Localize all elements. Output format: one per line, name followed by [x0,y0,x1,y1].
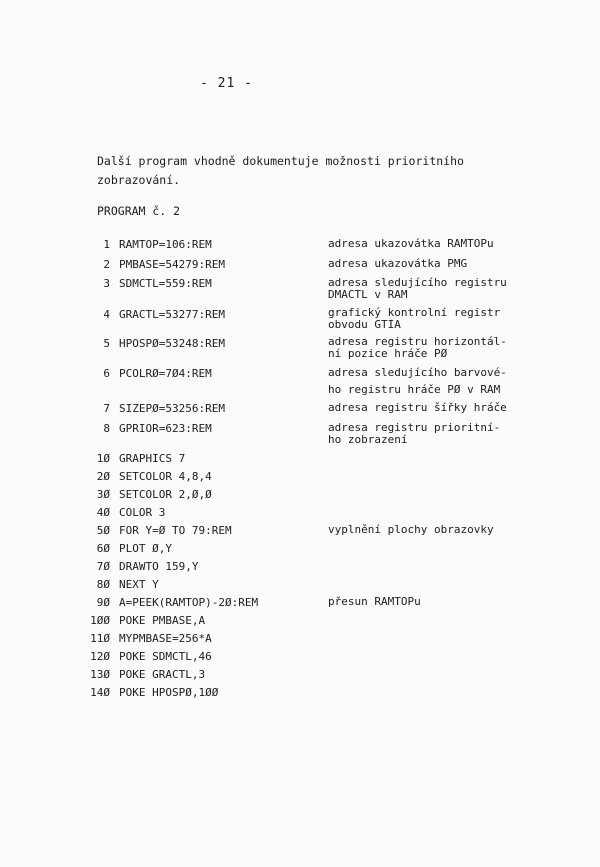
line-comment [328,384,500,396]
line-number: 6 [103,367,110,380]
line-code: POKE SDMCTL,46 [119,650,212,663]
line-code: FOR Y=Ø TO 79:REM [119,524,232,537]
comment-text: adresa ukazovátka RAMTOPu [328,237,494,250]
comment-text: adresa registru prioritní- [328,421,501,434]
line-number: 7Ø [96,560,110,573]
line-code: MYPMBASE=256*A [119,632,212,645]
line-code: POKE HPOSPØ,1ØØ [119,686,219,699]
comment-text: vyplnění plochy obrazovky [328,523,494,536]
comment-text: ní pozice hráče PØ [328,347,448,360]
line-code: A=PEEK(RAMTOP)-2Ø:REM [119,596,259,609]
line-code: POKE PMBASE,A [119,614,206,627]
line-code: GPRIOR=623:REM [119,422,212,435]
intro-paragraph [97,152,517,190]
line-number: 2 [103,258,110,271]
line-number: 2Ø [96,470,110,483]
line-code: NEXT Y [119,578,159,591]
comment-text: grafický kontrolní registr [328,306,501,319]
line-code: GRAPHICS 7 [119,452,186,465]
intro-line: Další program vhodně dokumentuje možnosti prioritního [97,154,464,168]
line-number: 14Ø [90,686,110,699]
line-code: PCOLRØ=7Ø4:REM [119,367,212,380]
line-code: DRAWTO 159,Y [119,560,199,573]
comment-text: adresa sledujícího barvové- [328,366,507,379]
line-number: 12Ø [90,650,110,663]
line-number: 8Ø [96,578,110,591]
program-heading: PROGRAM č. 2 [97,204,181,218]
line-code: COLOR 3 [119,506,166,519]
line-comment [328,596,421,608]
comment-text: adresa registru šířky hráče [328,401,507,414]
line-comment [328,307,500,331]
line-number: 1ØØ [90,614,110,627]
line-code: SIZEPØ=53256:REM [119,402,225,415]
line-code: PMBASE=54279:REM [119,258,225,271]
comment-text: DMACTL v RAM [328,288,408,301]
comment-text: ho zobrazení [328,433,408,446]
comment-text: adresa registru horizontál- [328,335,507,348]
line-code: SETCOLOR 2,Ø,Ø [119,488,212,501]
line-number: 5 [103,337,110,350]
line-code: SETCOLOR 4,8,4 [119,470,212,483]
line-number: 7 [103,402,110,415]
line-code: GRACTL=53277:REM [119,308,225,321]
line-comment [328,367,507,379]
line-number: 3 [103,277,110,290]
comment-text: adresa sledujícího registru [328,276,507,289]
line-code: SDMCTL=559:REM [119,277,212,290]
line-comment [328,336,507,360]
line-number: 13Ø [90,668,110,681]
line-number: 6Ø [96,542,110,555]
intro-line: zobrazování. [97,173,181,187]
comment-text: obvodu GTIA [328,318,401,331]
line-code: PLOT Ø,Y [119,542,172,555]
line-number: 1 [103,238,110,251]
line-comment [328,402,507,414]
line-comment [328,524,494,536]
line-comment [328,422,500,446]
line-number: 9Ø [96,596,110,609]
page-number: - 21 - [200,76,253,91]
comment-text: adresa ukazovátka PMG [328,257,468,270]
line-comment [328,258,467,270]
line-number: 5Ø [96,524,110,537]
line-code: POKE GRACTL,3 [119,668,206,681]
line-code: RAMTOP=106:REM [119,238,212,251]
comment-text: ho registru hráče PØ v RAM [328,383,501,396]
line-number: 1Ø [96,452,110,465]
line-comment [328,238,494,250]
line-code: HPOSPØ=53248:REM [119,337,225,350]
line-number: 4Ø [96,506,110,519]
line-number: 4 [103,308,110,321]
line-number: 3Ø [96,488,110,501]
line-number: 8 [103,422,110,435]
comment-text: přesun RAMTOPu [328,595,421,608]
line-number: 11Ø [90,632,110,645]
line-comment [328,277,507,301]
